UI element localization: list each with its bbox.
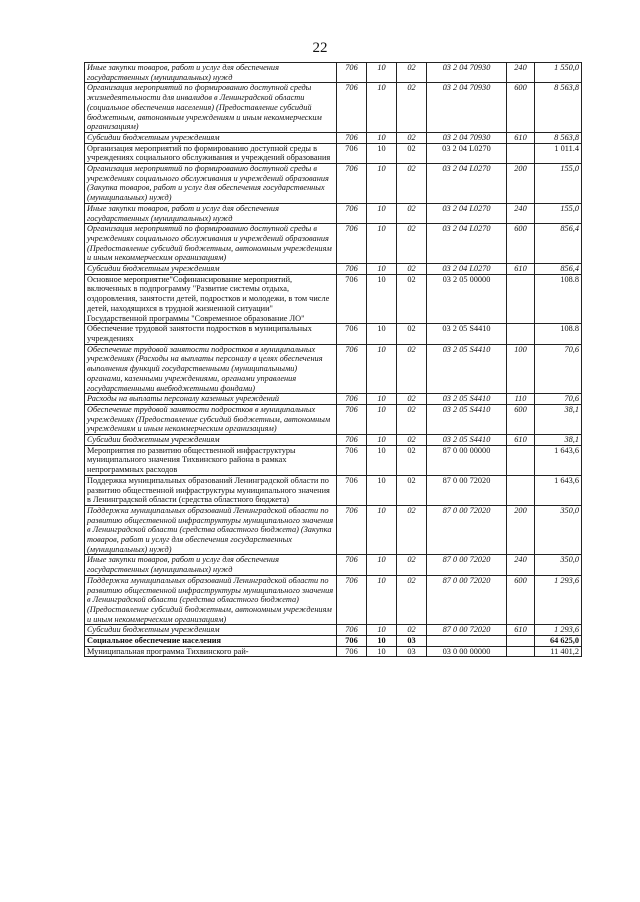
amount-cell: 1 643,6 [535, 445, 582, 475]
table-row [85, 636, 582, 647]
subsection-code-cell: 02 [397, 505, 427, 555]
section-code-cell: 10 [367, 164, 397, 204]
amount-cell: 70,6 [535, 344, 582, 394]
table-row [85, 164, 582, 204]
ministry-code-cell: 706 [337, 445, 367, 475]
section-code-cell: 10 [367, 143, 397, 163]
amount-cell: 856,4 [535, 224, 582, 264]
section-code-cell: 10 [367, 625, 397, 636]
ministry-code-cell: 706 [337, 264, 367, 275]
target-article-cell: 03 2 05 S4410 [427, 404, 507, 434]
subsection-code-cell: 02 [397, 344, 427, 394]
section-code-cell: 10 [367, 555, 397, 575]
amount-cell: 8 563,8 [535, 83, 582, 133]
subsection-code-cell: 02 [397, 264, 427, 275]
ministry-code-cell: 706 [337, 575, 367, 625]
expense-name-cell: Субсидии бюджетным учреждениям [85, 625, 337, 636]
amount-cell: 108.8 [535, 274, 582, 324]
section-code-cell: 10 [367, 435, 397, 446]
table-row [85, 264, 582, 275]
expense-type-cell: 240 [507, 203, 535, 223]
expense-name-cell: Социальное обеспечение населения [85, 636, 337, 647]
amount-cell: 155,0 [535, 203, 582, 223]
section-code-cell: 10 [367, 404, 397, 434]
table-row [85, 435, 582, 446]
expense-type-cell [507, 143, 535, 163]
expense-type-cell [507, 646, 535, 657]
amount-cell: 1 550,0 [535, 63, 582, 83]
ministry-code-cell: 706 [337, 505, 367, 555]
section-code-cell: 10 [367, 274, 397, 324]
expense-type-cell [507, 274, 535, 324]
section-code-cell: 10 [367, 575, 397, 625]
target-article-cell: 03 2 04 L0270 [427, 164, 507, 204]
expense-name-cell: Организация мероприятий по формированию доступной среды в учреждениях социального обслуживания и учреждений образования (Закупка товаров, работ и услуг для обеспечения государственных (муниципальных) нужд) [85, 164, 337, 204]
section-code-cell: 10 [367, 344, 397, 394]
expense-type-cell: 610 [507, 435, 535, 446]
amount-cell: 1 011.4 [535, 143, 582, 163]
budget-table [84, 62, 582, 657]
expense-type-cell [507, 636, 535, 647]
expense-type-cell: 610 [507, 132, 535, 143]
section-code-cell: 10 [367, 224, 397, 264]
target-article-cell: 03 2 04 70930 [427, 83, 507, 133]
page-number: 22 [312, 40, 328, 56]
subsection-code-cell: 02 [397, 575, 427, 625]
target-article-cell: 03 2 05 S4410 [427, 324, 507, 344]
subsection-code-cell: 02 [397, 625, 427, 636]
subsection-code-cell: 02 [397, 203, 427, 223]
ministry-code-cell: 706 [337, 625, 367, 636]
expense-type-cell [507, 475, 535, 505]
target-article-cell: 87 0 00 72020 [427, 625, 507, 636]
expense-type-cell: 610 [507, 264, 535, 275]
subsection-code-cell: 02 [397, 445, 427, 475]
expense-type-cell: 600 [507, 404, 535, 434]
table-row [85, 445, 582, 475]
table-row [85, 394, 582, 405]
ministry-code-cell: 706 [337, 203, 367, 223]
target-article-cell: 03 2 04 L0270 [427, 264, 507, 275]
ministry-code-cell: 706 [337, 224, 367, 264]
expense-type-cell: 240 [507, 63, 535, 83]
target-article-cell: 87 0 00 72020 [427, 505, 507, 555]
amount-cell: 350,0 [535, 555, 582, 575]
ministry-code-cell: 706 [337, 164, 367, 204]
ministry-code-cell: 706 [337, 404, 367, 434]
subsection-code-cell: 03 [397, 636, 427, 647]
expense-name-cell: Мероприятия по развитию общественной инфраструктуры муниципального значения Тихвинского района в рамках непрограммных расходов [85, 445, 337, 475]
target-article-cell [427, 636, 507, 647]
section-code-cell: 10 [367, 445, 397, 475]
budget-table-body [85, 63, 582, 657]
table-row [85, 505, 582, 555]
section-code-cell: 10 [367, 63, 397, 83]
subsection-code-cell: 03 [397, 646, 427, 657]
expense-type-cell: 600 [507, 83, 535, 133]
amount-cell: 856,4 [535, 264, 582, 275]
table-row [85, 83, 582, 133]
expense-type-cell: 610 [507, 625, 535, 636]
expense-name-cell: Организация мероприятий по формированию доступной среды в учреждениях социального обслуживания и учреждений образования [85, 143, 337, 163]
expense-type-cell [507, 324, 535, 344]
expense-name-cell: Организация мероприятий по формированию доступной среды в учреждениях социального обслуживания и учреждений образования (Предоставление субсидий бюджетным, автономным учреждениям и иным некоммерческим организациям) [85, 224, 337, 264]
table-row [85, 274, 582, 324]
expense-type-cell: 200 [507, 164, 535, 204]
ministry-code-cell: 706 [337, 143, 367, 163]
target-article-cell: 87 0 00 00000 [427, 445, 507, 475]
ministry-code-cell: 706 [337, 475, 367, 505]
expense-type-cell: 240 [507, 555, 535, 575]
target-article-cell: 03 2 05 S4410 [427, 344, 507, 394]
subsection-code-cell: 02 [397, 324, 427, 344]
amount-cell: 70,6 [535, 394, 582, 405]
section-code-cell: 10 [367, 475, 397, 505]
table-row [85, 224, 582, 264]
expense-name-cell: Организация мероприятий по формированию доступной среды жизнедеятельности для инвалидов в Ленинградской области (социальное обеспечения населения) (Предоставление субсидий бюджетным, автономным учреждениям и иным некоммерческим организациям) [85, 83, 337, 133]
subsection-code-cell: 02 [397, 143, 427, 163]
amount-cell: 1 293,6 [535, 575, 582, 625]
amount-cell: 1 293,6 [535, 625, 582, 636]
target-article-cell: 03 2 04 L0270 [427, 203, 507, 223]
ministry-code-cell: 706 [337, 646, 367, 657]
ministry-code-cell: 706 [337, 132, 367, 143]
ministry-code-cell: 706 [337, 274, 367, 324]
expense-name-cell: Иные закупки товаров, работ и услуг для обеспечения государственных (муниципальных) нужд [85, 203, 337, 223]
expense-name-cell: Иные закупки товаров, работ и услуг для обеспечения государственных (муниципальных) нужд [85, 63, 337, 83]
amount-cell: 155,0 [535, 164, 582, 204]
section-code-cell: 10 [367, 636, 397, 647]
target-article-cell: 03 2 04 L0270 [427, 224, 507, 264]
table-row [85, 646, 582, 657]
target-article-cell: 03 2 04 70930 [427, 132, 507, 143]
subsection-code-cell: 02 [397, 555, 427, 575]
target-article-cell: 03 0 00 00000 [427, 646, 507, 657]
expense-name-cell: Иные закупки товаров, работ и услуг для обеспечения государственных (муниципальных) нужд [85, 555, 337, 575]
table-row [85, 555, 582, 575]
target-article-cell: 03 2 04 70930 [427, 63, 507, 83]
section-code-cell: 10 [367, 646, 397, 657]
expense-name-cell: Обеспечение трудовой занятости подростков в муниципальных учреждениях [85, 324, 337, 344]
expense-type-cell: 600 [507, 224, 535, 264]
expense-type-cell: 110 [507, 394, 535, 405]
table-row [85, 63, 582, 83]
section-code-cell: 10 [367, 132, 397, 143]
amount-cell: 38,1 [535, 435, 582, 446]
amount-cell: 64 625,0 [535, 636, 582, 647]
ministry-code-cell: 706 [337, 435, 367, 446]
ministry-code-cell: 706 [337, 83, 367, 133]
table-row [85, 132, 582, 143]
expense-name-cell: Обеспечение трудовой занятости подростков в муниципальных учреждениях (Расходы на выплаты персоналу в целях обеспечения выполнения функций государственными (муниципальными) органами, казенными учреждениями, органами управления государственными внебюджетными фондами) [85, 344, 337, 394]
amount-cell: 11 401,2 [535, 646, 582, 657]
subsection-code-cell: 02 [397, 132, 427, 143]
target-article-cell: 03 2 05 S4410 [427, 435, 507, 446]
table-row [85, 203, 582, 223]
amount-cell: 8 563,8 [535, 132, 582, 143]
subsection-code-cell: 02 [397, 435, 427, 446]
expense-name-cell: Поддержка муниципальных образований Ленинградской области по развитию общественной инфраструктуры муниципального значения в Ленинградской области (средства областного бюджета) (Закупка товаров, работ и услуг для обеспечения государственных (муниципальных) нужд) [85, 505, 337, 555]
section-code-cell: 10 [367, 203, 397, 223]
target-article-cell: 03 2 05 S4410 [427, 394, 507, 405]
amount-cell: 350,0 [535, 505, 582, 555]
target-article-cell: 87 0 00 72020 [427, 575, 507, 625]
expense-name-cell: Обеспечение трудовой занятости подростков в муниципальных учреждениях (Предоставление субсидий бюджетным, автономным учреждениям и иным некоммерческим организациям) [85, 404, 337, 434]
table-row [85, 344, 582, 394]
target-article-cell: 87 0 00 72020 [427, 555, 507, 575]
ministry-code-cell: 706 [337, 344, 367, 394]
expense-name-cell: Муниципальная программа Тихвинского рай- [85, 646, 337, 657]
subsection-code-cell: 02 [397, 63, 427, 83]
ministry-code-cell: 706 [337, 394, 367, 405]
target-article-cell: 87 0 00 72020 [427, 475, 507, 505]
amount-cell: 1 643,6 [535, 475, 582, 505]
expense-name-cell: Субсидии бюджетным учреждениям [85, 435, 337, 446]
section-code-cell: 10 [367, 394, 397, 405]
table-row [85, 324, 582, 344]
expense-name-cell: Субсидии бюджетным учреждениям [85, 264, 337, 275]
ministry-code-cell: 706 [337, 555, 367, 575]
subsection-code-cell: 02 [397, 164, 427, 204]
target-article-cell: 03 2 05 00000 [427, 274, 507, 324]
section-code-cell: 10 [367, 505, 397, 555]
subsection-code-cell: 02 [397, 475, 427, 505]
section-code-cell: 10 [367, 264, 397, 275]
amount-cell: 108.8 [535, 324, 582, 344]
ministry-code-cell: 706 [337, 324, 367, 344]
expense-name-cell: Основное мероприятие"Софинансирование мероприятий, включенных в подпрограмму "Развитие системы отдыха, оздоровления, занятости детей, подростков и молодежи, в том числе детей, находящихся в трудной жизненной ситуации" Государственной программы "Современное образование ЛО" [85, 274, 337, 324]
table-row [85, 475, 582, 505]
ministry-code-cell: 706 [337, 636, 367, 647]
subsection-code-cell: 02 [397, 404, 427, 434]
table-row [85, 404, 582, 434]
subsection-code-cell: 02 [397, 224, 427, 264]
target-article-cell: 03 2 04 L0270 [427, 143, 507, 163]
section-code-cell: 10 [367, 83, 397, 133]
subsection-code-cell: 02 [397, 83, 427, 133]
expense-type-cell [507, 445, 535, 475]
expense-type-cell: 200 [507, 505, 535, 555]
expense-name-cell: Поддержка муниципальных образований Ленинградской области по развитию общественной инфраструктуры муниципального значения в Ленинградской области (средства областного бюджета) (Предоставление субсидий бюджетным, автономным учреждениям и иным некоммерческим организациям) [85, 575, 337, 625]
amount-cell: 38,1 [535, 404, 582, 434]
table-row [85, 143, 582, 163]
expense-name-cell: Поддержка муниципальных образований Ленинградской области по развитию общественной инфраструктуры муниципального значения в Ленинградской области (средства областного бюджета) [85, 475, 337, 505]
subsection-code-cell: 02 [397, 394, 427, 405]
table-row [85, 625, 582, 636]
expense-name-cell: Расходы на выплаты персоналу казенных учреждений [85, 394, 337, 405]
ministry-code-cell: 706 [337, 63, 367, 83]
subsection-code-cell: 02 [397, 274, 427, 324]
expense-type-cell: 600 [507, 575, 535, 625]
expense-type-cell: 100 [507, 344, 535, 394]
expense-name-cell: Субсидии бюджетным учреждениям [85, 132, 337, 143]
section-code-cell: 10 [367, 324, 397, 344]
table-row [85, 575, 582, 625]
